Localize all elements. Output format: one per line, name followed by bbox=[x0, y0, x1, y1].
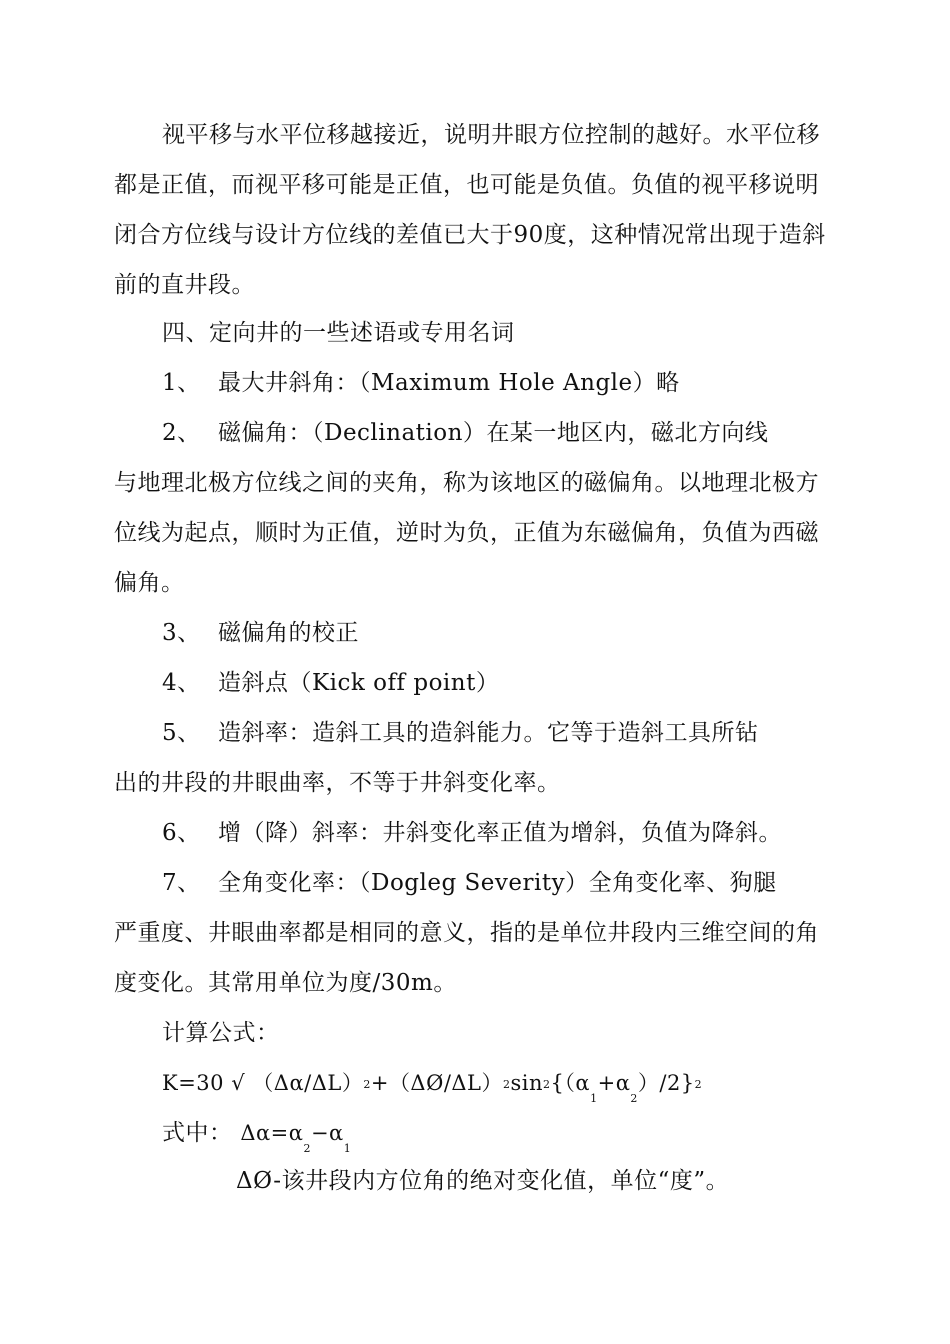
formula-term: （ΔØ/ΔL） bbox=[388, 1071, 504, 1095]
where-clause bbox=[162, 1118, 352, 1155]
formula-term: {（α bbox=[550, 1071, 591, 1095]
item-text: 造斜率：造斜工具的造斜能力。它等于造斜工具所钻 bbox=[218, 720, 759, 746]
paragraph-line: 前的直井段。 bbox=[114, 272, 255, 298]
item-text: 度变化。其常用单位为度/30m。 bbox=[114, 970, 457, 996]
subscript: 1 bbox=[343, 1142, 352, 1155]
item-number: 1、 bbox=[162, 370, 201, 396]
subscript: 1 bbox=[590, 1092, 598, 1105]
item-number: 6、 bbox=[162, 820, 201, 846]
formula-term: （Δα/ΔL） bbox=[252, 1071, 364, 1095]
item-text: 全角变化率：（Dogleg Severity）全角变化率、狗腿 bbox=[218, 870, 777, 896]
sqrt-symbol: √ bbox=[231, 1071, 246, 1095]
item-text: 偏角。 bbox=[114, 570, 185, 596]
item-number: 7、 bbox=[162, 870, 201, 896]
item-number: 5、 bbox=[162, 720, 201, 746]
item-text: 出的井段的井眼曲率，不等于井斜变化率。 bbox=[114, 770, 561, 796]
delta-azimuth-description: ΔØ-该井段内方位角的绝对变化值，单位“度”。 bbox=[236, 1168, 730, 1194]
plus-sign: + bbox=[370, 1071, 389, 1095]
sin-function: sin bbox=[510, 1071, 544, 1095]
item-text: 磁偏角：（Declination）在某一地区内，磁北方向线 bbox=[218, 420, 769, 446]
delta-alpha-definition bbox=[240, 1121, 352, 1155]
item-text: 增（降）斜率：井斜变化率正值为增斜，负值为降斜。 bbox=[218, 820, 782, 846]
exponent: 2 bbox=[543, 1078, 551, 1091]
item-number: 3、 bbox=[162, 620, 201, 646]
where-label: 式中： bbox=[162, 1120, 233, 1146]
paragraph-line: 闭合方位线与设计方位线的差值已大于90度，这种情况常出现于造斜 bbox=[114, 222, 826, 248]
section-heading: 四、定向井的一些述语或专用名词 bbox=[162, 320, 515, 346]
formula-term: −α bbox=[310, 1121, 344, 1145]
paragraph-line: 都是正值，而视平移可能是正值，也可能是负值。负值的视平移说明 bbox=[114, 172, 819, 198]
exponent: 2 bbox=[503, 1078, 511, 1091]
item-text: 最大井斜角：（Maximum Hole Angle）略 bbox=[218, 370, 680, 396]
formula-label: 计算公式： bbox=[162, 1020, 280, 1046]
formula-k: K=30 bbox=[162, 1071, 225, 1095]
item-number: 4、 bbox=[162, 670, 201, 696]
exponent: 2 bbox=[363, 1078, 371, 1091]
item-number: 2、 bbox=[162, 420, 201, 446]
subscript: 2 bbox=[630, 1092, 638, 1105]
exponent: 2 bbox=[694, 1078, 703, 1091]
item-text: 与地理北极方位线之间的夹角，称为该地区的磁偏角。以地理北极方 bbox=[114, 470, 819, 496]
subscript: 2 bbox=[303, 1142, 311, 1155]
formula-term: +α bbox=[597, 1071, 631, 1095]
item-text: 严重度、井眼曲率都是相同的意义，指的是单位井段内三维空间的角 bbox=[114, 920, 819, 946]
paragraph-line: 视平移与水平位移越接近，说明井眼方位控制的越好。水平位移 bbox=[162, 122, 820, 148]
item-text: 造斜点（Kick off point） bbox=[218, 670, 500, 696]
formula-term: Δα=α bbox=[240, 1121, 304, 1145]
item-text: 磁偏角的校正 bbox=[218, 620, 359, 646]
item-text: 位线为起点，顺时为正值，逆时为负，正值为东磁偏角，负值为西磁 bbox=[114, 520, 819, 546]
formula-term: ）/2} bbox=[637, 1071, 695, 1095]
formula bbox=[162, 1068, 703, 1105]
